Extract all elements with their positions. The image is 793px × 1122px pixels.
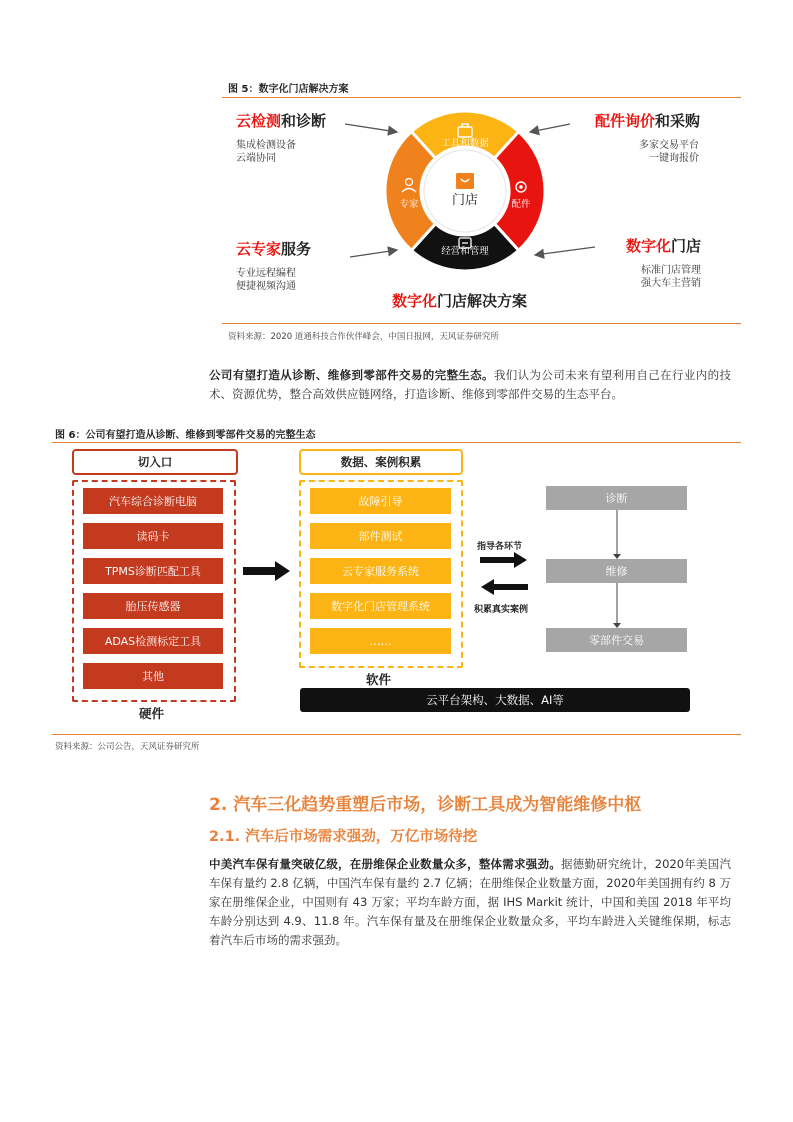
f6-accumulate-label: 积累真实案例 — [474, 605, 529, 615]
f5-center-circle — [424, 150, 506, 232]
paragraph-market-demand: 中美汽车保有量突破亿级，在册维保企业数量众多，整体需求强劲。据德勤研究统计，2020年美国汽车保有量约 2.8 亿辆，中国汽车保有量约 2.7 亿辆；在册维保企业数量方面，2020年美国拥有约 8 万家在册维保企业，中国则有 43 万家；平均车龄方面，据 IHS Markit 统计，中国和美国 2018 年平均车龄分别达到 4.9、11.8 年。汽车保有量及在册维保企业数量众多，平均车龄进入关键维保期，标志着汽车后市场的需求强劲。 — [209, 857, 731, 947]
f6-sw-item: 云专家服务系统 — [310, 558, 451, 584]
f6-hw-item: ADAS检测标定工具 — [83, 628, 223, 654]
f5-label-expert: 专家 — [399, 199, 419, 210]
f5-parts-inquiry-desc: 多家交易平台 一键询报价 — [639, 140, 699, 164]
f6-hw-item: 胎压传感器 — [83, 593, 223, 619]
f5-cloud-expert-desc: 专业远程编程 便捷视频沟通 — [236, 268, 296, 292]
f6-hw-item: TPMS诊断匹配工具 — [83, 558, 223, 584]
f5-arrow-bottomleft — [350, 250, 397, 257]
figure6-bottom-rule — [52, 734, 741, 735]
f6-hw-item: 读码卡 — [83, 523, 223, 549]
f6-software-label: 软件 — [366, 672, 392, 687]
f6-chain-repair: 维修 — [546, 559, 687, 583]
f6-sw-item: 部件测试 — [310, 523, 451, 549]
figure5-source: 资料来源：2020 道通科技合作伙伴峰会，中国日报网，天风证券研究所 — [228, 332, 499, 342]
f5-parts-inquiry-heading: 配件询价和采购 — [594, 112, 700, 130]
f6-sw-item: …… — [310, 628, 451, 654]
f5-solution-title: 数字化门店解决方案 — [392, 292, 528, 310]
f5-digital-store-heading: 数字化门店 — [625, 237, 701, 255]
f6-data-header: 数据、案例积累 — [299, 449, 463, 475]
f6-arrow-right — [480, 552, 528, 568]
f6-arrow-right-big — [243, 560, 291, 582]
f6-cloud-platform-bar: 云平台架构、大数据、AI等 — [300, 688, 690, 712]
section2-1-heading: 2.1. 汽车后市场需求强劲，万亿市场待挖 — [209, 829, 478, 845]
f6-entry-header: 切入口 — [72, 449, 238, 475]
figure6-title: 图 6：公司有望打造从诊断、维修到零部件交易的完整生态 — [55, 430, 316, 441]
paragraph-ecosystem: 公司有望打造从诊断、维修到零部件交易的完整生态。我们认为公司未来有望利用自己在行业内的技术、资源优势，整合高效供应链网络，打造诊断、维修到零部件交易的生态平台。 — [209, 368, 732, 401]
f6-guide-label: 指导各环节 — [477, 542, 523, 552]
f5-cloud-expert-heading: 云专家服务 — [236, 240, 312, 258]
f5-label-tools-data: 工具和数据 — [441, 138, 489, 149]
f5-arrow-topleft — [345, 124, 397, 132]
figure5-title: 图 5：数字化门店解决方案 — [228, 84, 349, 95]
figure6-source: 资料来源：公司公告，天风证券研究所 — [55, 742, 200, 752]
section2-heading: 2. 汽车三化趋势重塑后市场，诊断工具成为智能维修中枢 — [209, 795, 642, 815]
f5-cloud-diagnosis-heading: 云检测和诊断 — [236, 112, 327, 130]
f6-hardware-label: 硬件 — [139, 706, 165, 721]
f5-label-management: 经营和管理 — [441, 246, 489, 257]
shopping-bag-icon — [456, 173, 474, 189]
f6-hw-item: 汽车综合诊断电脑 — [83, 488, 223, 514]
figure6-top-rule — [52, 442, 741, 443]
f5-ring-diagram — [225, 105, 745, 285]
f6-chain-arrows — [611, 510, 623, 628]
f5-cloud-diagnosis-desc: 集成检测设备 云端协同 — [236, 140, 296, 164]
f5-arrow-bottomright — [535, 247, 595, 255]
f6-hw-item: 其他 — [83, 663, 223, 689]
f6-chain-parts-trade: 零部件交易 — [546, 628, 687, 652]
f6-arrow-left — [480, 579, 528, 595]
f6-sw-item: 故障引导 — [310, 488, 451, 514]
f6-sw-item: 数字化门店管理系统 — [310, 593, 451, 619]
f5-digital-store-desc: 标准门店管理 强大车主营销 — [641, 265, 701, 289]
figure5-bottom-rule — [222, 323, 741, 324]
figure5-top-rule — [222, 97, 741, 98]
f5-arrow-topright — [530, 124, 570, 132]
f5-label-parts: 配件 — [511, 199, 531, 210]
f5-label-store: 门店 — [451, 193, 479, 208]
f6-chain-diagnosis: 诊断 — [546, 486, 687, 510]
